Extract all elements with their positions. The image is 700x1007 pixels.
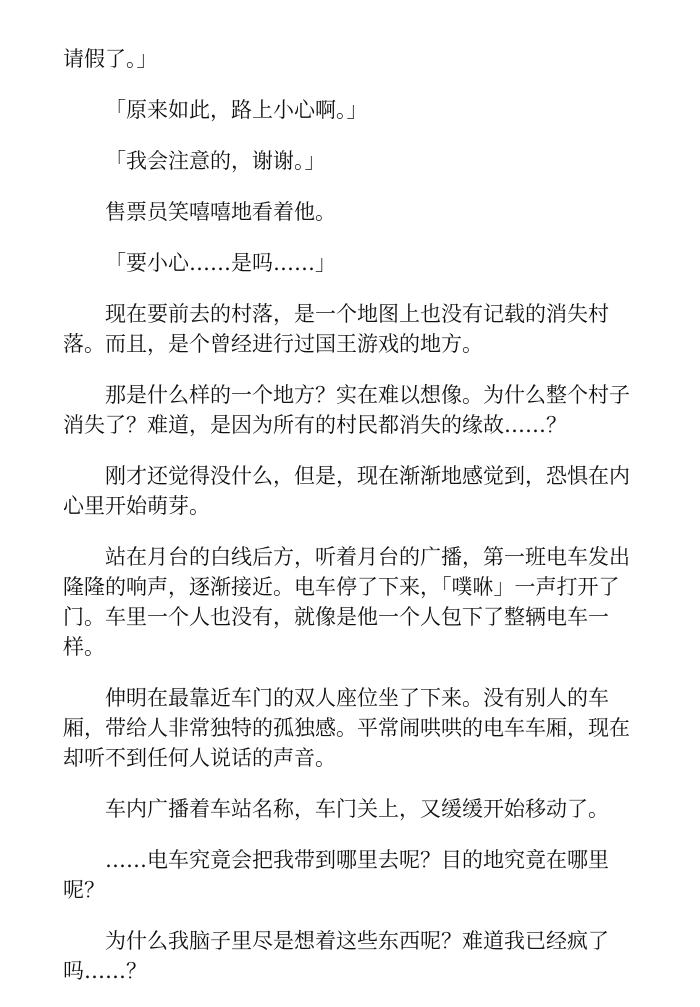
paragraph-narration-5: 站在月台的白线后方，听着月台的广播，第一班电车发出隆隆的响声，逐渐接近。电车停了下来，「噗咻」一声打开了门。车里一个人也没有，就像是他一个人包下了整辆电车一样。 (63, 545, 630, 659)
paragraph-dialogue-2: 「我会注意的，谢谢。」 (105, 149, 326, 173)
paragraph-narration-3: 那是什么样的一个地方？实在难以想像。为什么整个村子消失了？难道，是因为所有的村民都消失的缘故……？ (63, 383, 630, 437)
paragraph-narration-4: 刚才还觉得没什么，但是，现在渐渐地感觉到，恐惧在内心里开始萌芽。 (63, 464, 630, 518)
paragraph-narration-7: 车内广播着车站名称，车门关上，又缓缓开始移动了。 (105, 797, 609, 821)
paragraph-narration-1: 售票员笑嘻嘻地看着他。 (105, 200, 336, 224)
paragraph-narration-6: 伸明在最靠近车门的双人座位坐了下来。没有别人的车厢，带给人非常独特的孤独感。平常闹哄哄的电车车厢，现在却听不到任何人说话的声音。 (63, 686, 630, 770)
paragraph-thought-2: 为什么我脑子里尽是想着这些东西呢？难道我已经疯了吗……？ (63, 929, 609, 983)
document-page (63, 44, 639, 1007)
paragraph-dialogue-1: 「原来如此，路上小心啊。」 (105, 98, 368, 122)
paragraph-dialogue-3: 「要小心……是吗……」 (105, 251, 336, 275)
paragraph-thought-1: ……电车究竟会把我带到哪里去呢？目的地究竟在哪里呢？ (63, 848, 609, 902)
paragraph-continuation: 请假了。」 (63, 47, 158, 71)
paragraph-narration-2: 现在要前去的村落，是一个地图上也没有记载的消失村落。而且，是个曾经进行过国王游戏的地方。 (63, 302, 609, 356)
